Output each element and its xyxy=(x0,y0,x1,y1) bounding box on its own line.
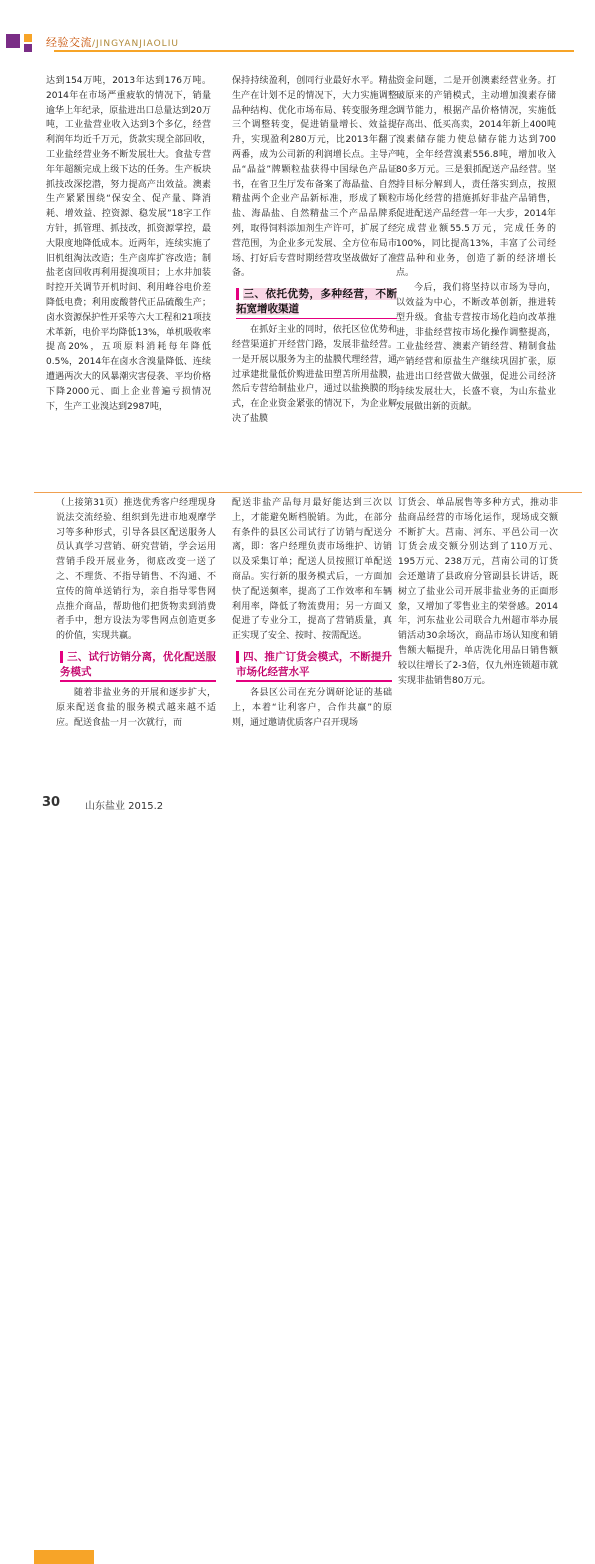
section-heading xyxy=(232,650,392,680)
decor-square xyxy=(6,34,20,48)
paragraph: 订货会、单品展售等多种方式，推动非盐商品经营的市场化运作，现场成交额不断扩大。莒南、河东、平邑公司一次订货会成交额分别达到了110万元、195万元、238万元，莒南公司的订货会还邀请了县政府分管副县长讲话，既树立了盐业公司开展非盐业务的正面形象，又增加了零售业主的荣誉感。2014年，河东盐业公司联合九州超市举办展销活动30余场次，商品市场认知度和销售额大幅提升，单店洗化用品日销售额较以往增长了2-3倍，仅九州连锁超市就实现非盐销售80万元。 xyxy=(398,498,558,686)
heading-marker xyxy=(60,651,63,663)
paragraph: 今后，我们将坚持以市场为导向，以效益为中心，不断改革创新，推进转型升级。食盐专营按市场化趋向改革推进，非盐经营按市场化操作调整提高，工业盐经营、澳素产销经营、精制食盐产销经营和原盐生产继续巩固扩张，原盐进出口经营做大做强，促进公司经济持续发展壮大，长盛不衰，为山东盐业发展做出新的贡献。 xyxy=(396,283,556,412)
header-rule xyxy=(54,50,574,52)
paragraph: （上接第31页）推选优秀客户经理现身说法交流经验、组织到先进市地观摩学习等多种形式，引导各县区配送服务人员认真学习营销、研究营销，学会运用营销手段开展业务，彻底改变一送了之、不理货、不指导销售、不沟通、不宣传的简单送销行为，亲自指导零售网点推介商品，帮助他们把货物卖到消费者手中，想方设法为零售网点创造更多的价值，实现共赢。 xyxy=(56,498,216,642)
paragraph: 配送非盐产品每月最好能达到三次以上，才能避免断档脱销。为此，在部分有条件的县区公司试行了访销与配送分离，即：客户经理负责市场维护、访销以及采集订单；配送人员按照订单配送商品。实行新的服务模式后，一方面加快了配送频率，提高了工作效率和车辆利用率，降低了物流费用；另一方面又促进了专业分工，提高了营销质量，真正实现了安全、按时、按需配送。 xyxy=(232,498,392,642)
decor-square xyxy=(24,44,32,52)
top-column-2 xyxy=(232,74,397,427)
top-column-1 xyxy=(46,74,211,414)
decor-square xyxy=(24,34,32,42)
paragraph: 达到154万吨，2013年达到176万吨。2014年在市场严重疲软的情况下，销量逾华上年纪录，原盐进出口总量达到20万吨，工业盐营业收入达到3个多亿，经营利润年均近千万元，货款实现全部回收，工业盐经营业务不断发展壮大。食盐专营年年超额完成上级下达的任务。生产板块抓技改深挖潜，努力提高产出效益。澳素生产紧紧围绕“保安全、促产量、降消耗、增效益、控资源、稳发展”18字工作方针，抓管理、抓技改，抓资源掌控，最大限度地降低成本。近两年，连续实施了旧机组淘汰改造；生产卤库扩容改造；制盐老卤回收再利用提溴项目；上水井加装时控开关调节开机时间、利用峰谷电价差降低电费；利用废酸替代正品硫酸生产；卤水资源保护性开采等六大工程和21项技术革新，电价平均降低13%，单机吸收率提高20%，五项原料消耗每年降低0.5%，2014年在卤水含溴量降低、连续遭遇两次大的风暴潮灾害侵袭、平均价格下降2000元、面上企业普遍亏损情况下，生产工业溴达到2987吨， xyxy=(46,76,211,412)
heading-underline xyxy=(60,680,216,682)
paragraph: 保持持续盈利，创同行业最好水平。精盐生产在计划不足的情况下，大力实施调整品种结构、优化市场布局、转变服务理念三个调整转变，促进销量增长、效益提升，实现盈利280万元，比2013年翻了两番，成为公司新的利润增长点。主导产品“晶益”牌颗粒盐获得中国绿色产品证书，在省卫生厅发布备案了海晶盐、自然精盐两个企业产品新标准，形成了颗粒盐、海晶盐、自然精盐三个产品品牌系列，取得饲料添加剂生产许可，扩展了经营范围，为企业多元发展、全方位布局市场、打好后专营时期经营攻坚战做好了准备。 xyxy=(232,76,397,279)
heading-text: 三、依托优势，多种经营，不断拓宽增收渠道 xyxy=(236,288,397,316)
section-heading xyxy=(232,287,397,317)
section-heading xyxy=(56,650,216,680)
heading-marker xyxy=(236,288,239,300)
footer-accent xyxy=(34,1550,94,1564)
heading-marker xyxy=(236,651,239,663)
heading-text: 三、试行访销分离，优化配送服务模式 xyxy=(60,650,216,678)
heading-text: 四、推广订货会模式，不断提升市场化经营水平 xyxy=(236,650,392,678)
page-number: 30 xyxy=(42,795,61,810)
section-label xyxy=(46,34,179,50)
publication-info: 山东盐业 2015.2 xyxy=(85,801,164,812)
section-label-cn: 经验交流 xyxy=(46,36,92,49)
heading-underline xyxy=(236,680,392,682)
paragraph: 随着非盐业务的开展和逐步扩大，原来配送食盐的服务模式越来越不适应。配送食盐一月一次就行，而 xyxy=(56,687,216,728)
section-label-en: /JINGYANJIAOLIU xyxy=(92,39,179,49)
paragraph: 在抓好主业的同时，依托区位优势和经营渠道扩开经营门路，发展非盐经营。一是开展以服务为主的盐膜代理经营，通过承建批量低价购进盐田塑苫所用盐膜，然后专营给制盐业户，通过以盐换膜的形式，在企业资金紧张的情况下，为企业解决了盐膜 xyxy=(232,325,397,424)
page-header xyxy=(0,0,595,74)
paragraph: 各县区公司在充分调研论证的基础上，本着“让利客户，合作共赢”的原则，通过邀请优质客户召开现场 xyxy=(232,687,392,728)
paragraph: 资金问题，二是开创澳素经营业务。打破原来的产销模式，主动增加溴素存储调节能力，根据产品价格情况，实施低存高出、低买高卖，2014年新上400吨溴素储存能力使总储存能力达到700吨，全年经营溴素556.8吨，增加收入80多万元。三是狠抓配送产品经营。坚持目标分解到人，责任落实到点，按照市场化经营的措施抓好非盐产品销售，促进配送产品经营一年一大步，2014年完成营业额55.5万元，完成任务的100%，同比提高13%，丰富了公司经营品种和业务，创造了新的经济增长点。 xyxy=(396,76,556,279)
section-divider xyxy=(34,492,582,493)
top-column-3 xyxy=(396,74,556,414)
bottom-column-3 xyxy=(398,496,558,688)
bottom-column-1 xyxy=(56,496,216,730)
bottom-column-2 xyxy=(232,496,392,730)
heading-underline xyxy=(236,318,397,320)
